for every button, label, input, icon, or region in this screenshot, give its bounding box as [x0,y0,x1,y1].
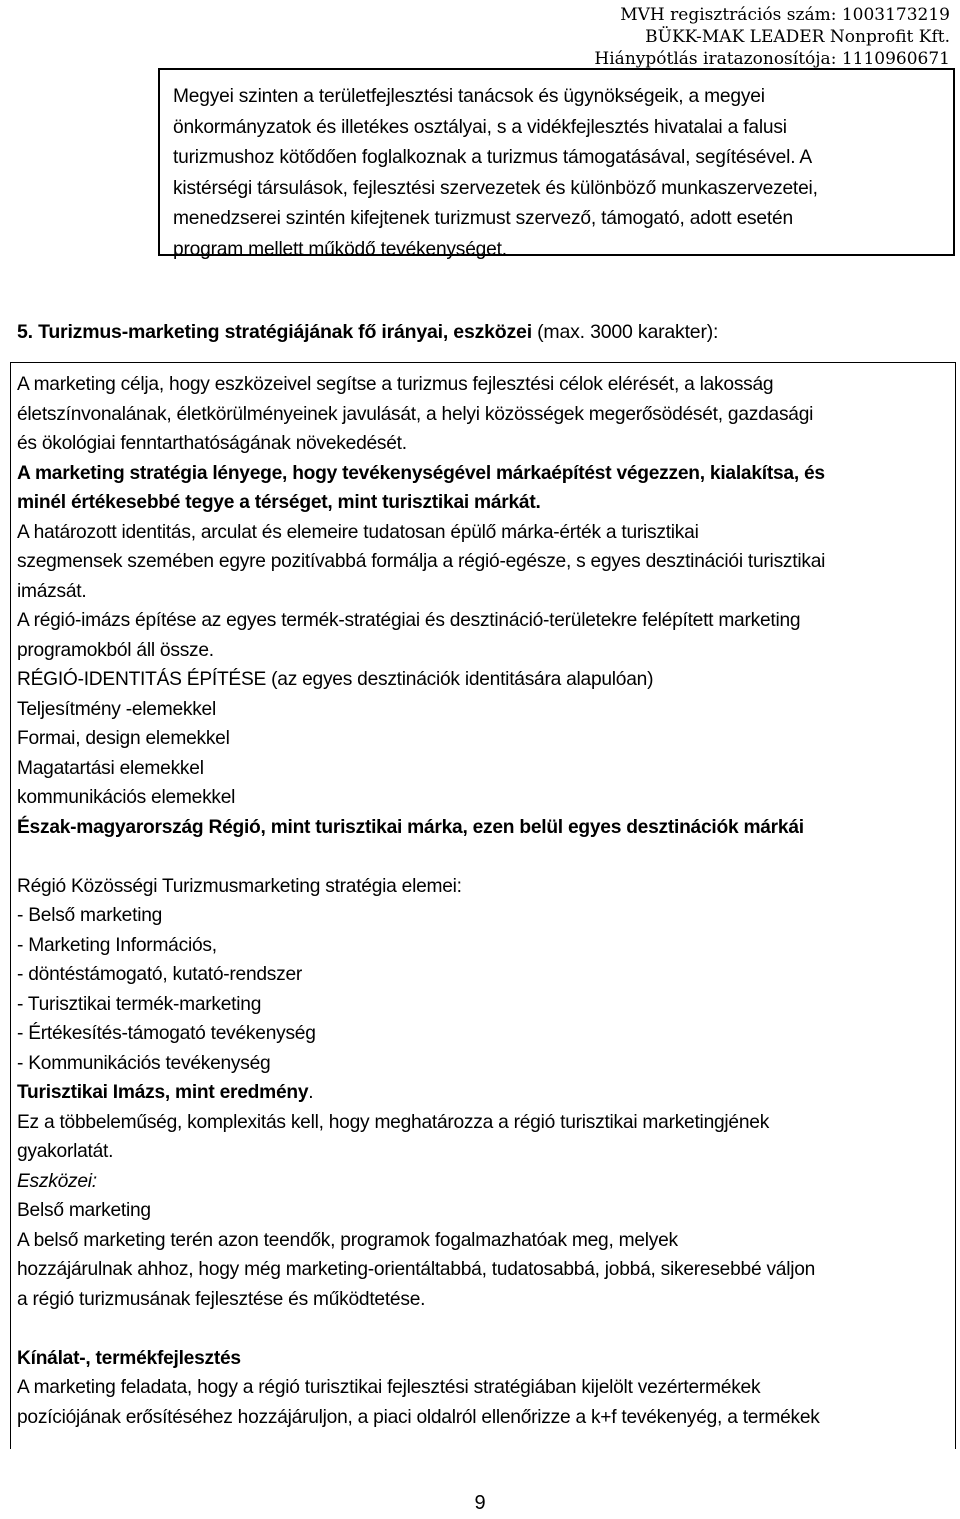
paragraph-line: A marketing feladata, hogy a régió turisztikai fejlesztési stratégiában kijelölt vezértermékek [17,1377,761,1398]
strategy-elements-heading: Régió Közösségi Turizmusmarketing stratégia elemei: [17,875,462,897]
paragraph-line: A marketing célja, hogy eszközeivel segítse a turizmus fejlesztési célok elérését, a lakosság [17,374,774,395]
identity-heading: RÉGIÓ-IDENTITÁS ÉPÍTÉSE (az egyes desztinációk identitására alapulóan) [17,669,654,690]
organization-name: BÜKK-MAK LEADER Nonprofit Kft. [645,27,950,47]
identity-item: Teljesítmény -elemekkel [17,698,216,720]
page-number: 9 [474,1492,486,1514]
strategy-element: - Marketing Információs, [17,934,217,956]
box-line: menedzserei szintén kifejtenek turizmust szervező, támogató, adott esetén [173,208,793,229]
blank-line [17,1314,949,1344]
paragraph-line: A régió-imázs építése az egyes termék-stratégiai és desztináció-területekre felépített marketing [17,610,801,631]
box-line: program mellett működő tevékenységet. [173,238,507,260]
section-heading [17,318,718,346]
section-heading-note: (max. 3000 karakter): [531,321,719,343]
paragraph-line: életszínvonalának, életkörülményeinek javulását, a helyi közösségek megerősödését, gazdasági [17,403,814,425]
strategy-element: - Kommunikációs tevékenység [17,1052,271,1074]
subheading-product-development: Kínálat-, termékfejlesztés [17,1347,241,1369]
image-result-period: . [308,1082,314,1103]
box-line: turizmushoz kötődően foglalkoznak a turizmus támogatásával, segítésével. A [173,147,812,168]
emphasis-line: minél értékesebbé tegye a térséget, mint turisztikai márkát. [17,492,541,513]
box-line: önkormányzatok és illetékes osztályai, s a vidékfejlesztés hivatalai a falusi [173,116,787,138]
strategy-element: - Értékesítés-támogató tevékenység [17,1023,316,1044]
identity-item: kommunikációs elemekkel [17,787,236,808]
strategy-element: - Belső marketing [17,905,163,926]
paragraph-line: és ökológiai fenntarthatóságának növekedését. [17,433,407,454]
paragraph-line: A határozott identitás, arculat és elemeire tudatosan épülő márka-érték a turisztikai [17,521,699,543]
paragraph-line: szegmensek szemében egyre pozitívabbá formálja a régió-egésze, s egyes desztinációi turisztikai [17,551,826,572]
section-heading-title: 5. Turizmus-marketing stratégiájának fő irányai, eszközei [17,321,532,343]
paragraph-line: imázsát. [17,580,87,602]
emphasis-line: A marketing stratégia lényege, hogy tevékenységével márkaépítést végezzen, kialakítsa, és [17,462,825,484]
paragraph-line: hozzájárulnak ahhoz, hogy még marketing-orientáltabbá, tudatosabbá, jobbá, sikeresebbé váljon [17,1259,816,1280]
strategy-element: - Turisztikai termék-marketing [17,993,262,1015]
registration-number: MVH regisztrációs szám: 1003173219 [620,5,950,25]
brand-line: Észak-magyarország Régió, mint turisztikai márka, ezen belül egyes desztinációk márkái [17,816,804,838]
framed-text-box [158,68,955,260]
box-line: Megyei szinten a területfejlesztési tanácsok és ügynökségeik, a megyei [173,86,765,107]
document-id: Hiánypótlás iratazonosítója: 1110960671 [594,49,950,69]
section-content-box [10,362,956,1449]
paragraph-line: gyakorlatát. [17,1141,114,1162]
identity-item: Magatartási elemekkel [17,757,204,779]
identity-item: Formai, design elemekkel [17,728,230,749]
paragraph-line: pozíciójának erősítéséhez hozzájáruljon, a piaci oldalról ellenőrizze a k+f tevékenyég, a termékek [17,1406,820,1428]
paragraph-line: Ez a többeleműség, komplexitás kell, hogy meghatározza a régió turisztikai marketingjének [17,1111,770,1133]
blank-line [17,842,949,872]
strategy-element: - döntéstámogató, kutató-rendszer [17,964,303,985]
paragraph-line: programokból áll össze. [17,639,214,661]
tools-label: Eszközei: [17,1170,97,1192]
image-result-bold: Turisztikai Imázs, mint eredmény [17,1082,309,1103]
paragraph-line: a régió turizmusának fejlesztése és működtetése. [17,1288,426,1310]
box-line: kistérségi társulások, fejlesztési szervezetek és különböző munkaszervezetei, [173,177,818,199]
image-result-line [17,1078,949,1108]
subheading-internal-marketing: Belső marketing [17,1200,151,1221]
document-header [594,4,950,70]
paragraph-line: A belső marketing terén azon teendők, programok fogalmazhatóak meg, melyek [17,1229,678,1251]
